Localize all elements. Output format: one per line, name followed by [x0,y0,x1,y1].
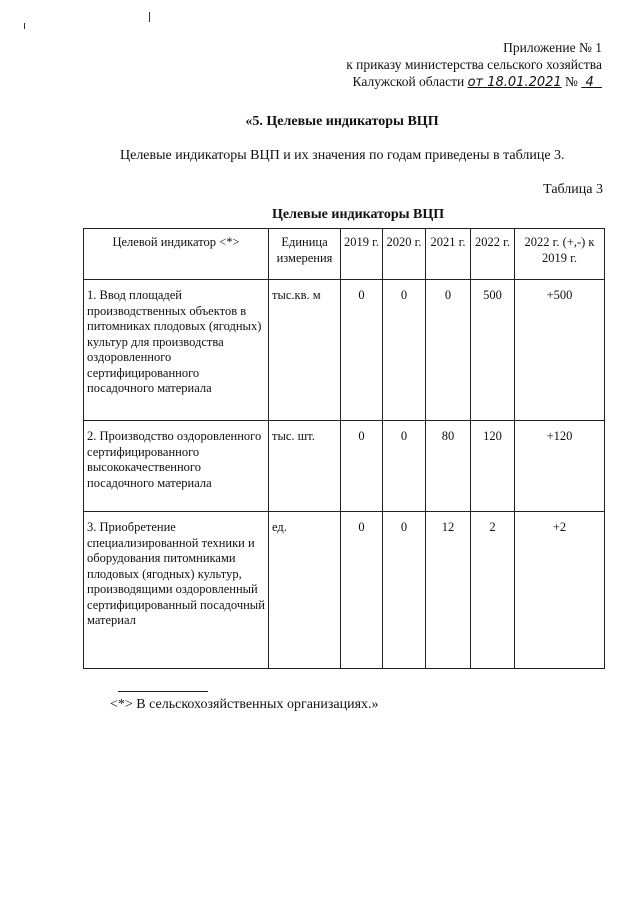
column-header: Единица измерения [269,229,341,280]
order-date: от 18.01.2021 [467,75,562,90]
footnote: <*> В сельскохозяйственных организациях.» [110,697,379,712]
appendix-label: Приложение № 1 [503,40,602,55]
value-2019: 0 [341,421,383,512]
value-2021: 0 [426,280,471,421]
region-text: Калужской области [352,74,465,89]
table-row [84,421,605,512]
value-2019: 0 [341,512,383,669]
value-delta: +120 [515,421,605,512]
indicator-name: 2. Производство оздоровленного сертифицированного высококачественного посадочного материала [84,421,269,512]
order-region-date-number [353,74,602,90]
table-row [84,512,605,669]
column-header: Целевой индикатор <*> [84,229,269,280]
table-label: Таблица 3 [543,182,603,197]
table-title: Целевые индикаторы ВЦП [272,207,445,222]
indicator-name: 1. Ввод площадей производственных объектов в питомниках плодовых (ягодных) культур для производства оздоровленного сертифицированного посадочного материала [84,280,269,421]
unit-cell: тыс.кв. м [269,280,341,421]
value-2020: 0 [383,280,426,421]
section-title: «5. Целевые индикаторы ВЦП [245,114,439,129]
column-header: 2022 г. [471,229,515,280]
value-2021: 80 [426,421,471,512]
value-2021: 12 [426,512,471,669]
scan-mark [24,23,25,29]
order-number: 4 [585,75,594,90]
value-2020: 0 [383,421,426,512]
number-sign: № [565,74,578,89]
unit-cell: тыс. шт. [269,421,341,512]
order-reference: к приказу министерства сельского хозяйства [346,57,602,72]
column-header: 2021 г. [426,229,471,280]
unit-cell: ед. [269,512,341,669]
column-header: 2022 г. (+,-) к 2019 г. [515,229,605,280]
value-2022: 500 [471,280,515,421]
scan-mark [149,12,150,22]
value-2019: 0 [341,280,383,421]
value-delta: +2 [515,512,605,669]
indicators-table [83,228,605,669]
value-2022: 120 [471,421,515,512]
column-header: 2019 г. [341,229,383,280]
table-header-row [84,229,605,280]
value-2022: 2 [471,512,515,669]
value-2020: 0 [383,512,426,669]
column-header: 2020 г. [383,229,426,280]
intro-paragraph: Целевые индикаторы ВЦП и их значения по годам приведены в таблице 3. [120,148,565,163]
table-row [84,280,605,421]
footnote-divider [118,691,208,692]
indicator-name: 3. Приобретение специализированной техники и оборудования питомниками плодовых (ягодных) культур, производящими оздоровленный сертифицированный посадочный материал [84,512,269,669]
value-delta: +500 [515,280,605,421]
